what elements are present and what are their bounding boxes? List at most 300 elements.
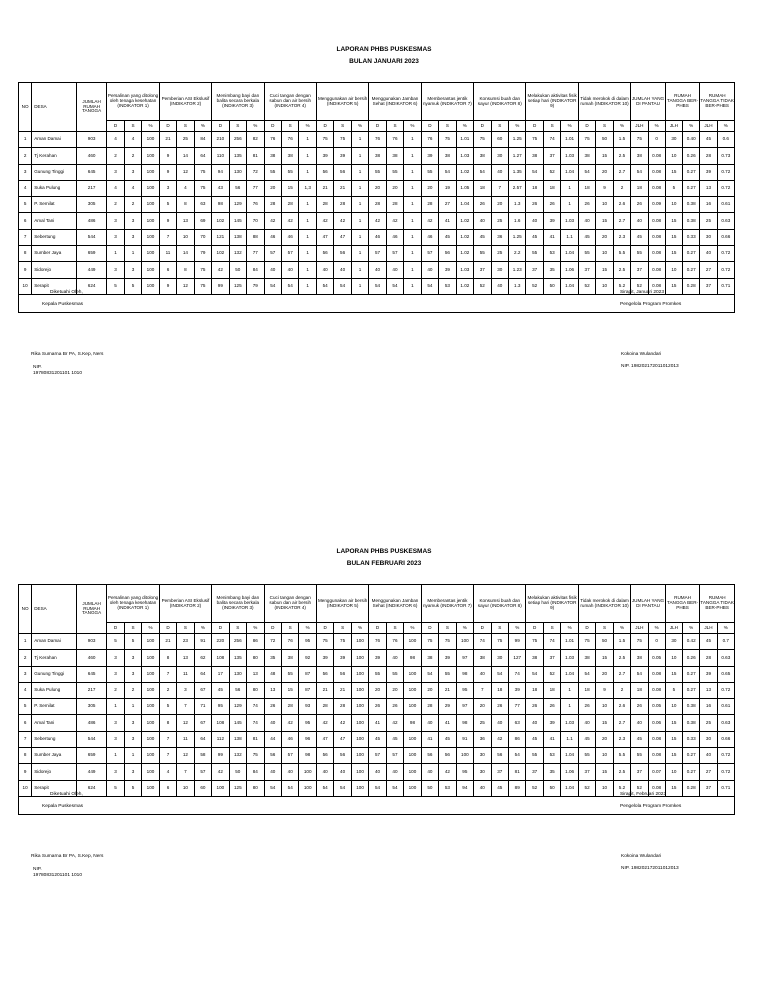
column-subheader: S — [491, 121, 508, 132]
table-cell: 42 — [212, 262, 229, 278]
table-cell: 42 — [421, 213, 438, 229]
table-cell: 21 — [316, 180, 333, 196]
table-cell: 3 — [107, 229, 124, 245]
table-cell: 5.2 — [613, 780, 630, 796]
table-cell: 86 — [509, 731, 526, 747]
table-cell: 1.03 — [561, 213, 578, 229]
table-cell: 1 — [404, 229, 421, 245]
table-cell: 100 — [142, 699, 159, 715]
table-cell: 9 — [19, 262, 32, 278]
table-cell: 0.63 — [717, 715, 734, 731]
table-cell: 53 — [543, 748, 560, 764]
table-cell: 10 — [665, 764, 682, 780]
table-cell: 94 — [212, 164, 229, 180]
table-cell: 100 — [351, 764, 368, 780]
table-cell: 26 — [631, 699, 648, 715]
table-cell: 1 — [299, 197, 316, 213]
table-cell: 42 — [369, 213, 386, 229]
table-cell: 75 — [421, 634, 438, 650]
column-subheader: % — [683, 121, 700, 132]
table-cell: 26 — [491, 699, 508, 715]
table-cell: 7 — [159, 229, 176, 245]
table-cell: 57 — [421, 246, 438, 262]
table-cell: 4 — [107, 132, 124, 148]
table-cell: 1 — [124, 748, 141, 764]
table-cell: 40 — [578, 715, 595, 731]
table-cell: 0.08 — [648, 246, 665, 262]
table-cell: 15 — [596, 262, 613, 278]
table-cell: 18 — [526, 682, 543, 698]
table-cell: 28 — [700, 650, 717, 666]
column-subheader: % — [613, 121, 630, 132]
table-cell: 39 — [700, 666, 717, 682]
table-cell: 74 — [247, 699, 264, 715]
table-cell: 98 — [212, 197, 229, 213]
table-cell: 2.2 — [509, 246, 526, 262]
table-cell: 36 — [491, 229, 508, 245]
table-cell: 28 — [386, 197, 403, 213]
table-cell: 75 — [526, 132, 543, 148]
table-cell: 76 — [386, 132, 403, 148]
table-cell: 30 — [665, 634, 682, 650]
table-cell: 15 — [596, 213, 613, 229]
table-cell: 70 — [247, 213, 264, 229]
table-cell: 48 — [264, 666, 281, 682]
table-cell: 4 — [159, 764, 176, 780]
table-cell: 75 — [316, 634, 333, 650]
table-cell: 38 — [631, 650, 648, 666]
table-cell: 47 — [334, 229, 351, 245]
report-2 — [0, 546, 768, 877]
table-cell: 44 — [264, 731, 281, 747]
table-cell: 4 — [124, 132, 141, 148]
table-cell: 79 — [194, 246, 211, 262]
column-subheader: % — [648, 121, 665, 132]
column-subheader: S — [386, 623, 403, 634]
table-cell: 1.03 — [456, 262, 473, 278]
table-cell: 39 — [316, 650, 333, 666]
table-cell: 2.7 — [613, 213, 630, 229]
table-cell: 5 — [124, 278, 141, 294]
table-cell: 16 — [700, 197, 717, 213]
table-cell: 56 — [316, 246, 333, 262]
table-cell: 8 — [177, 262, 194, 278]
table-cell: 54 — [578, 164, 595, 180]
table-cell: 37 — [543, 148, 560, 164]
table-cell: 37 — [491, 764, 508, 780]
table-cell: 54 — [264, 780, 281, 796]
table-cell: 81 — [509, 764, 526, 780]
table-cell: 42 — [281, 213, 298, 229]
table-cell: 256 — [229, 132, 246, 148]
table-cell: 74 — [247, 715, 264, 731]
table-cell: 659 — [76, 246, 106, 262]
table-cell: 56 — [334, 164, 351, 180]
table-cell: 37 — [700, 278, 717, 294]
table-cell: 40 — [281, 764, 298, 780]
right-nip: NIP. 198202172011012013 — [621, 866, 679, 871]
table-cell: 1 — [107, 748, 124, 764]
table-cell: 9 — [159, 213, 176, 229]
right-position-label: Pengelola Program Promkes — [620, 804, 682, 809]
table-cell: 67 — [194, 715, 211, 731]
table-cell: 53 — [439, 278, 456, 294]
table-cell: 47 — [316, 731, 333, 747]
table-cell: 1.25 — [509, 229, 526, 245]
table-cell: 52 — [631, 278, 648, 294]
column-header: Tidak merokok di dalam rumah (INDIKATOR 10) — [578, 585, 630, 623]
table-cell: 25 — [700, 715, 717, 731]
column-subheader: S — [439, 623, 456, 634]
table-cell: 35 — [264, 650, 281, 666]
table-cell: 57 — [281, 246, 298, 262]
column-header: Memberantas jentik nyamuk (INDIKATOR 7) — [421, 83, 473, 121]
table-cell: 125 — [229, 780, 246, 796]
table-cell: 0.38 — [683, 699, 700, 715]
table-cell: 37 — [526, 764, 543, 780]
table-cell: 100 — [142, 682, 159, 698]
table-cell: 28 — [334, 699, 351, 715]
column-subheader: % — [509, 623, 526, 634]
table-cell: Sebertung — [32, 731, 77, 747]
table-cell: 7 — [491, 180, 508, 196]
table-cell: 0.27 — [683, 180, 700, 196]
table-cell: 38 — [578, 148, 595, 164]
table-cell: 38 — [421, 650, 438, 666]
table-cell: 98 — [299, 748, 316, 764]
table-cell: 135 — [229, 148, 246, 164]
table-cell: 97 — [456, 699, 473, 715]
table-cell: 39 — [369, 650, 386, 666]
table-cell: 0 — [648, 132, 665, 148]
table-cell: 10 — [665, 699, 682, 715]
column-header: JUMLAH RUMAH TANGGA — [76, 83, 106, 132]
column-subheader: D — [421, 121, 438, 132]
table-cell: 91 — [456, 731, 473, 747]
table-cell: 10 — [665, 197, 682, 213]
table-cell: 27 — [700, 262, 717, 278]
table-cell: 3 — [124, 666, 141, 682]
table-cell: 38 — [526, 650, 543, 666]
table-cell: 75 — [578, 634, 595, 650]
table-cell: 100 — [351, 682, 368, 698]
table-cell: 1.04 — [561, 164, 578, 180]
table-cell: 2.7 — [613, 666, 630, 682]
table-cell: 100 — [142, 180, 159, 196]
table-cell: 2.5 — [613, 650, 630, 666]
table-cell: 0.7 — [717, 634, 734, 650]
table-cell: 26 — [474, 197, 491, 213]
table-cell: 35 — [543, 262, 560, 278]
column-header: Persalinan yang ditolong oleh tenaga kesehatan (INDIKATOR 1) — [107, 585, 159, 623]
table-cell: 5.5 — [613, 246, 630, 262]
column-subheader: D — [578, 121, 595, 132]
table-cell: 1 — [124, 699, 141, 715]
table-cell: 0.61 — [717, 197, 734, 213]
table-cell: 43 — [212, 180, 229, 196]
table-cell: 38 — [264, 148, 281, 164]
table-cell: 30 — [474, 748, 491, 764]
table-cell: 100 — [142, 229, 159, 245]
table-cell: 10 — [596, 748, 613, 764]
table-cell: 1 — [351, 148, 368, 164]
table-cell: 10 — [596, 699, 613, 715]
table-cell: 645 — [76, 666, 106, 682]
table-cell: 5 — [107, 634, 124, 650]
column-subheader: S — [439, 121, 456, 132]
table-cell: 8 — [159, 650, 176, 666]
table-cell: 1 — [351, 197, 368, 213]
table-cell: 18 — [578, 180, 595, 196]
phbs-table — [18, 82, 735, 313]
table-cell: 56 — [421, 748, 438, 764]
table-cell: 5.5 — [613, 748, 630, 764]
table-cell: 1.06 — [561, 262, 578, 278]
table-cell: 10 — [665, 262, 682, 278]
table-cell: 41 — [543, 731, 560, 747]
table-cell: 54 — [281, 780, 298, 796]
table-cell: 28 — [281, 699, 298, 715]
column-subheader: D — [526, 121, 543, 132]
table-cell: 76 — [386, 634, 403, 650]
table-cell: 38 — [474, 650, 491, 666]
report-1 — [0, 44, 768, 375]
table-cell: 95 — [456, 682, 473, 698]
table-cell: Tj Kerahan — [32, 148, 77, 164]
table-cell: 30 — [700, 731, 717, 747]
table-cell: 2 — [19, 148, 32, 164]
table-cell: 0.27 — [683, 764, 700, 780]
table-cell: 20 — [386, 180, 403, 196]
table-cell: 5.2 — [613, 278, 630, 294]
table-cell: 20 — [264, 180, 281, 196]
table-cell: 2.5 — [613, 262, 630, 278]
table-cell: 99 — [509, 634, 526, 650]
table-cell: 39 — [316, 148, 333, 164]
table-cell: 1.27 — [509, 148, 526, 164]
table-cell: 50 — [596, 634, 613, 650]
table-cell: 72 — [264, 634, 281, 650]
table-cell: 39 — [334, 148, 351, 164]
table-cell: 28 — [700, 148, 717, 164]
table-cell: 76 — [369, 634, 386, 650]
table-cell: Amal Tani — [32, 715, 77, 731]
column-header: JUMLAH RUMAH TANGGA — [76, 585, 106, 634]
table-cell: 100 — [404, 699, 421, 715]
table-cell: 9 — [159, 278, 176, 294]
table-cell: 95 — [299, 715, 316, 731]
table-cell: 3 — [107, 764, 124, 780]
table-cell: 100 — [351, 780, 368, 796]
table-row — [19, 699, 735, 715]
table-cell: 100 — [351, 699, 368, 715]
table-cell: 4 — [19, 682, 32, 698]
table-cell: 88 — [247, 229, 264, 245]
table-cell: 100 — [404, 748, 421, 764]
table-cell: 20 — [596, 229, 613, 245]
table-cell: 1 — [107, 246, 124, 262]
table-cell: 20 — [421, 682, 438, 698]
column-subheader: S — [334, 623, 351, 634]
table-cell: 10 — [596, 197, 613, 213]
table-cell: 18 — [543, 682, 560, 698]
table-cell: 54 — [631, 164, 648, 180]
column-subheader: % — [456, 623, 473, 634]
table-cell: 1 — [404, 262, 421, 278]
right-place-date: Sirapit, Januari 2023 — [620, 290, 664, 295]
column-subheader: % — [613, 623, 630, 634]
table-cell: 0.6 — [717, 132, 734, 148]
table-cell: 55 — [439, 666, 456, 682]
table-cell: 15 — [665, 748, 682, 764]
table-cell: 54 — [421, 278, 438, 294]
table-cell: 102 — [212, 213, 229, 229]
table-cell: 18 — [631, 682, 648, 698]
table-cell: 80 — [247, 682, 264, 698]
left-nip-number: 19780831201101 1010 — [33, 873, 82, 877]
table-cell: 55 — [386, 164, 403, 180]
table-cell: 5 — [665, 682, 682, 698]
table-cell: 50 — [543, 780, 560, 796]
table-cell: 1.02 — [456, 229, 473, 245]
table-cell: 3 — [107, 731, 124, 747]
table-cell: 56 — [229, 180, 246, 196]
table-cell: 40 — [578, 213, 595, 229]
table-cell: 145 — [229, 715, 246, 731]
table-cell: 0.73 — [717, 148, 734, 164]
column-header: Menggunakan air bersih (INDIKATOR 5) — [316, 83, 368, 121]
table-cell: 12 — [177, 164, 194, 180]
table-cell: 8 — [19, 246, 32, 262]
table-cell: 52 — [631, 780, 648, 796]
column-subheader: JLH — [631, 121, 648, 132]
column-subheader: D — [264, 623, 281, 634]
table-cell: 75 — [474, 132, 491, 148]
table-cell: 1 — [107, 699, 124, 715]
table-cell: 50 — [543, 278, 560, 294]
table-cell: 25 — [177, 132, 194, 148]
table-cell: 0.72 — [717, 246, 734, 262]
column-subheader: D — [107, 623, 124, 634]
column-subheader: S — [229, 623, 246, 634]
table-cell: 15 — [665, 229, 682, 245]
column-header: Konsumsi buah dan sayur (INDIKATOR 8) — [474, 585, 526, 623]
table-cell: 624 — [76, 780, 106, 796]
table-cell: 45 — [631, 731, 648, 747]
table-cell: 3 — [124, 262, 141, 278]
table-cell: 92 — [299, 650, 316, 666]
table-cell: 6 — [19, 213, 32, 229]
table-cell: 40 — [264, 715, 281, 731]
table-cell: 40 — [369, 764, 386, 780]
table-cell: 2 — [107, 682, 124, 698]
table-row — [19, 748, 735, 764]
table-cell: 98 — [404, 715, 421, 731]
table-cell: 2.7 — [613, 164, 630, 180]
right-signatory-name: Kokoina Wulandari — [621, 352, 662, 357]
table-cell: 129 — [229, 197, 246, 213]
report-title: LAPORAN PHBS PUSKESMAS — [336, 46, 432, 53]
table-cell: 125 — [229, 278, 246, 294]
column-subheader: D — [316, 623, 333, 634]
table-cell: 112 — [212, 731, 229, 747]
table-cell: 0.08 — [648, 780, 665, 796]
column-header: RUMAH TANGGA BER-PHBS — [665, 585, 700, 623]
table-cell: 38 — [369, 148, 386, 164]
table-cell: 7 — [159, 731, 176, 747]
table-cell: 28 — [316, 197, 333, 213]
table-cell: 20 — [369, 682, 386, 698]
table-cell: Sidorejo — [32, 764, 77, 780]
table-cell: 26 — [543, 699, 560, 715]
table-cell: 0.08 — [648, 180, 665, 196]
table-cell: 45 — [386, 731, 403, 747]
table-cell: 25 — [474, 715, 491, 731]
table-cell: 0.66 — [717, 229, 734, 245]
table-cell: 37 — [578, 262, 595, 278]
table-cell: 100 — [142, 780, 159, 796]
table-cell: 138 — [229, 731, 246, 747]
column-subheader: % — [561, 121, 578, 132]
table-cell: 3 — [124, 213, 141, 229]
table-cell: 41 — [439, 715, 456, 731]
table-cell: 5 — [107, 780, 124, 796]
right-place-date: Sirapit, Februari 2023 — [620, 792, 667, 797]
table-cell: 84 — [247, 262, 264, 278]
table-cell: 1.03 — [561, 715, 578, 731]
table-cell: 52 — [526, 278, 543, 294]
table-cell: 13 — [247, 666, 264, 682]
column-subheader: D — [369, 623, 386, 634]
table-cell: 56 — [229, 682, 246, 698]
table-cell: P. Semilat — [32, 197, 77, 213]
table-cell: 6 — [159, 780, 176, 796]
table-cell: 1.6 — [509, 213, 526, 229]
column-subheader: % — [247, 623, 264, 634]
table-cell: 62 — [194, 650, 211, 666]
table-cell: 7 — [159, 666, 176, 682]
table-cell: 57 — [281, 748, 298, 764]
table-cell: 74 — [509, 666, 526, 682]
table-cell: 56 — [439, 748, 456, 764]
table-cell: 40 — [491, 164, 508, 180]
table-cell: 28 — [264, 197, 281, 213]
table-cell: 26 — [386, 699, 403, 715]
table-cell: 39 — [334, 650, 351, 666]
table-cell: 1 — [561, 180, 578, 196]
table-cell: 98 — [404, 650, 421, 666]
table-cell: 1.04 — [561, 748, 578, 764]
table-cell: 13 — [264, 682, 281, 698]
table-cell: 79 — [247, 278, 264, 294]
table-cell: 57 — [386, 748, 403, 764]
table-cell: 45 — [491, 780, 508, 796]
table-cell: 1 — [299, 148, 316, 164]
table-cell: 0.08 — [648, 213, 665, 229]
table-cell: 0.26 — [683, 650, 700, 666]
table-cell: 2 — [124, 197, 141, 213]
table-cell: 14 — [177, 246, 194, 262]
column-header: Tidak merokok di dalam rumah (INDIKATOR 10) — [578, 83, 630, 121]
table-cell: 28 — [316, 699, 333, 715]
table-cell: 42 — [264, 213, 281, 229]
table-cell: 20 — [491, 197, 508, 213]
table-cell: 21 — [334, 180, 351, 196]
table-cell: 7 — [19, 731, 32, 747]
table-cell: 217 — [76, 180, 106, 196]
table-cell: 75 — [526, 634, 543, 650]
table-cell: 7 — [177, 764, 194, 780]
